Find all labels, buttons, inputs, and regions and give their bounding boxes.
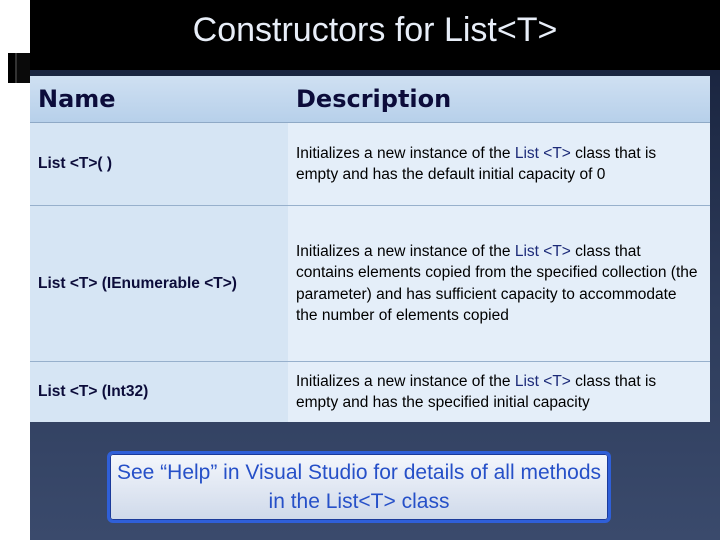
constructor-name: List <T>( ) <box>30 123 288 206</box>
title-deco-bar-left <box>8 53 15 83</box>
constructors-table <box>30 76 710 422</box>
table-row <box>30 123 710 206</box>
description-text: class that is empty and has the specified initial capacity <box>296 372 657 411</box>
name-column-header: Name <box>30 76 288 123</box>
slide-title: Constructors for List<T> <box>192 11 558 49</box>
constructor-description <box>288 362 710 423</box>
constructor-description <box>288 123 710 206</box>
title-deco-bar <box>15 53 30 83</box>
description-text: Initializes a new instance of the <box>296 372 515 390</box>
table-row <box>30 206 710 362</box>
constructor-name: List <T> (IEnumerable <T>) <box>30 206 288 362</box>
table-row <box>30 362 710 423</box>
help-note-text: See “Help” in Visual Studio for details of all methods in the List<T> class <box>116 461 602 513</box>
description-text: class that is empty and has the default initial capacity of 0 <box>296 144 657 183</box>
constructor-name: List <T> (Int32) <box>30 362 288 423</box>
description-text: Initializes a new instance of the <box>296 144 515 162</box>
type-reference: List <T> <box>514 242 571 260</box>
type-reference: List <T> <box>514 144 571 162</box>
constructor-description <box>288 206 710 362</box>
description-text: Initializes a new instance of the <box>296 242 515 260</box>
table-header-row <box>30 76 710 123</box>
description-column-header: Description <box>288 76 710 123</box>
type-reference: List <T> <box>514 372 571 390</box>
description-text: class that contains elements copied from the specified collection (the parameter) and has sufficient capacity to accommodate the number of elements copied <box>296 242 698 324</box>
